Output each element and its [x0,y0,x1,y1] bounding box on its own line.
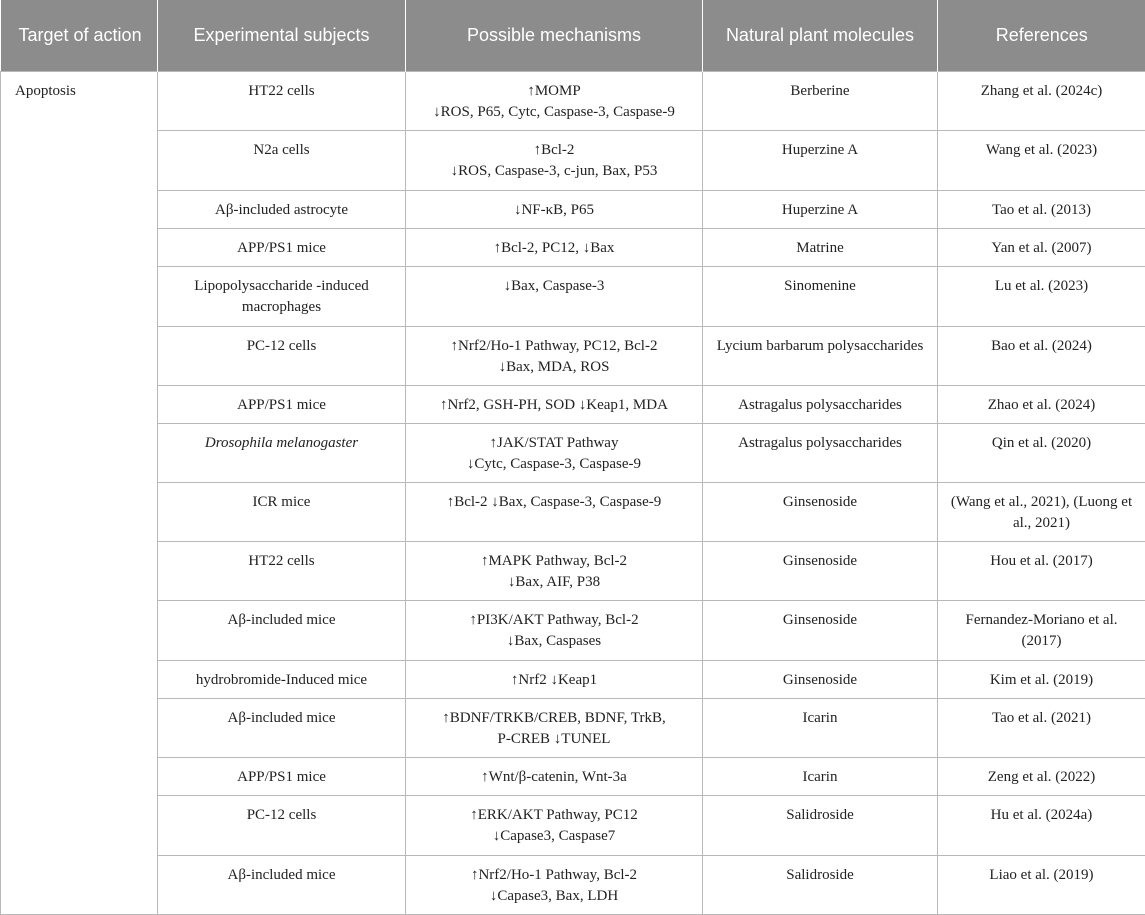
molecule-cell: Astragalus polysaccharides [703,423,938,482]
table-row [1,482,1145,541]
reference-cell: Tao et al. (2013) [938,190,1145,228]
molecule-cell: Huperzine A [703,130,938,190]
mechanism-cell [406,228,703,266]
table-row [1,326,1145,385]
table-row [1,71,1145,130]
table-row [1,660,1145,698]
table-row [1,541,1145,600]
header-mechanisms: Possible mechanisms [406,0,703,71]
mechanism-line: ↑JAK/STAT Pathway [489,434,619,451]
table-row [1,190,1145,228]
subject-cell: PC-12 cells [158,326,406,385]
mechanism-line: ↑PI3K/AKT Pathway, Bcl-2 [469,611,639,628]
table-row [1,795,1145,855]
molecule-cell: Huperzine A [703,190,938,228]
reference-cell: Zhang et al. (2024c) [938,71,1145,130]
subject-cell: hydrobromide-Induced mice [158,660,406,698]
mechanism-line: ↑Bcl-2 ↓Bax, Caspase-3, Caspase-9 [446,493,662,510]
reference-cell: (Wang et al., 2021), (Luong et al., 2021) [938,482,1145,541]
table-row [1,855,1145,914]
subject-cell: APP/PS1 mice [158,757,406,795]
mechanism-line: ↑Nrf2/Ho-1 Pathway, PC12, Bcl-2 [450,337,658,354]
mechanism-cell [406,795,703,855]
table-row [1,600,1145,660]
molecule-cell: Sinomenine [703,266,938,326]
header-molecules: Natural plant molecules [703,0,938,71]
mechanism-cell [406,855,703,914]
molecule-cell: Ginsenoside [703,541,938,600]
subject-cell: N2a cells [158,130,406,190]
table-row [1,757,1145,795]
mechanism-cell [406,130,703,190]
mechanism-line: ↑Nrf2 ↓Keap1 [510,671,598,688]
molecule-cell: Ginsenoside [703,600,938,660]
subject-cell: PC-12 cells [158,795,406,855]
mechanism-cell [406,757,703,795]
mechanism-line: ↓ROS, Caspase-3, c-jun, Bax, P53 [450,162,658,179]
mechanism-cell [406,326,703,385]
mechanism-line: ↓Bax, Caspases [506,632,602,649]
reference-cell: Wang et al. (2023) [938,130,1145,190]
subject-cell: HT22 cells [158,71,406,130]
molecule-cell: Ginsenoside [703,660,938,698]
mechanism-line: P-CREB ↓TUNEL [497,730,611,747]
subject-cell: HT22 cells [158,541,406,600]
mechanism-line: ↑Bcl-2, PC12, ↓Bax [493,239,615,256]
subject-cell: Drosophila melanogaster [158,423,406,482]
molecule-cell: Icarin [703,698,938,757]
molecule-cell: Icarin [703,757,938,795]
table-row [1,228,1145,266]
subject-cell: Aβ-included mice [158,855,406,914]
molecule-cell: Matrine [703,228,938,266]
mechanism-line: ↑Bcl-2 [533,141,575,158]
mechanism-line: ↓NF-κB, P65 [513,201,595,218]
subject-cell: APP/PS1 mice [158,385,406,423]
table-row [1,423,1145,482]
table-body [1,71,1145,914]
mechanism-line: ↓Capase3, Caspase7 [492,827,616,844]
subject-cell: Lipopolysaccharide -induced macrophages [158,266,406,326]
mechanism-cell [406,266,703,326]
mechanism-cell [406,660,703,698]
reference-cell: Tao et al. (2021) [938,698,1145,757]
subject-cell: ICR mice [158,482,406,541]
mechanism-line: ↑Nrf2, GSH-PH, SOD ↓Keap1, MDA [440,396,668,413]
mechanism-cell [406,423,703,482]
mechanism-line: ↑Wnt/β-catenin, Wnt-3a [481,768,627,785]
molecule-cell: Lycium barbarum polysaccharides [703,326,938,385]
table-row [1,698,1145,757]
molecule-cell: Salidroside [703,795,938,855]
reference-cell: Liao et al. (2019) [938,855,1145,914]
table-row [1,266,1145,326]
mechanism-cell [406,190,703,228]
mechanism-line: ↓Capase3, Bax, LDH [489,887,619,904]
mechanism-line: ↓Bax, Caspase-3 [503,277,605,294]
reference-cell: Hu et al. (2024a) [938,795,1145,855]
reference-cell: Zhao et al. (2024) [938,385,1145,423]
table-row [1,130,1145,190]
reference-cell: Kim et al. (2019) [938,660,1145,698]
header-target: Target of action [1,0,158,71]
reference-cell: Hou et al. (2017) [938,541,1145,600]
subject-cell: APP/PS1 mice [158,228,406,266]
mechanism-cell [406,600,703,660]
table-row [1,385,1145,423]
molecule-cell: Ginsenoside [703,482,938,541]
mechanism-line: ↓Cytc, Caspase-3, Caspase-9 [466,455,642,472]
reference-cell: Bao et al. (2024) [938,326,1145,385]
reference-cell: Qin et al. (2020) [938,423,1145,482]
mechanism-line: ↑MAPK Pathway, Bcl-2 [480,552,628,569]
mechanism-line: ↑MOMP [527,82,581,99]
mechanism-cell [406,541,703,600]
mechanism-cell [406,385,703,423]
subject-cell: Aβ-included mice [158,698,406,757]
mechanism-line: ↓Bax, AIF, P38 [507,573,601,590]
header-subjects: Experimental subjects [158,0,406,71]
molecule-cell: Salidroside [703,855,938,914]
subject-cell: Aβ-included astrocyte [158,190,406,228]
mechanism-line: ↑Nrf2/Ho-1 Pathway, Bcl-2 [470,866,638,883]
mechanism-cell [406,482,703,541]
molecule-cell: Berberine [703,71,938,130]
reference-cell: Lu et al. (2023) [938,266,1145,326]
mechanism-line: ↓Bax, MDA, ROS [498,358,610,375]
mechanism-line: ↓ROS, P65, Cytc, Caspase-3, Caspase-9 [433,103,675,120]
reference-cell: Fernandez-Moriano et al. (2017) [938,600,1145,660]
reference-cell: Zeng et al. (2022) [938,757,1145,795]
header-references: References [938,0,1145,71]
reference-cell: Yan et al. (2007) [938,228,1145,266]
target-cell: Apoptosis [1,71,158,914]
mechanism-line: ↑ERK/AKT Pathway, PC12 [470,806,638,823]
mechanism-line: ↑BDNF/TRKB/CREB, BDNF, TrkB, [442,709,666,726]
subject-cell: Aβ-included mice [158,600,406,660]
mechanism-cell [406,71,703,130]
table-header [1,0,1145,71]
mechanism-cell [406,698,703,757]
molecule-cell: Astragalus polysaccharides [703,385,938,423]
